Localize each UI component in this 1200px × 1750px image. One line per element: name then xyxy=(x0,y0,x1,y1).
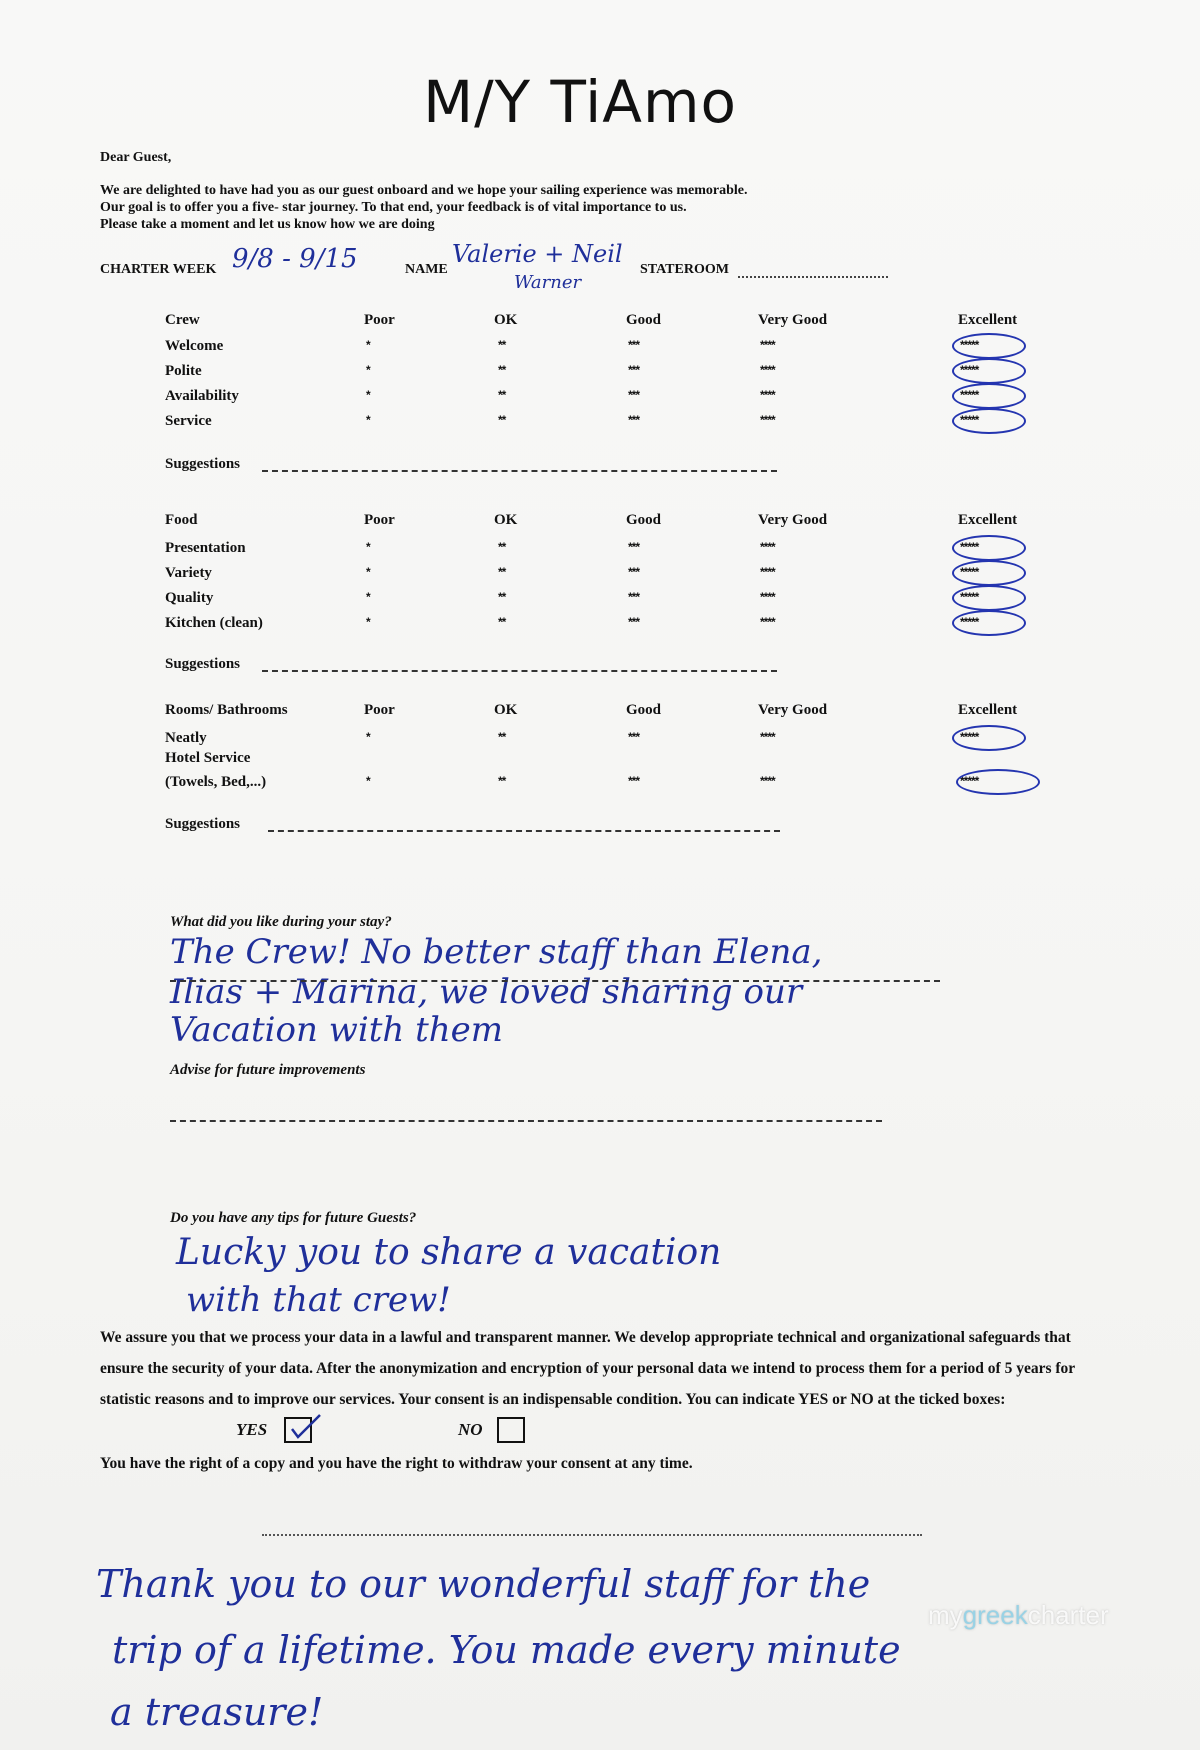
header-poor: Poor xyxy=(364,702,395,718)
star-option-2[interactable]: ** xyxy=(498,590,506,604)
criterion-label: Polite xyxy=(165,363,202,379)
rating-row xyxy=(0,615,1200,639)
suggestions-line[interactable] xyxy=(268,830,780,832)
star-option-1[interactable]: * xyxy=(366,730,370,744)
selected-circle-mark xyxy=(956,769,1040,795)
star-option-2[interactable]: ** xyxy=(498,338,506,352)
star-option-3[interactable]: *** xyxy=(628,730,640,744)
suggestions-label: Suggestions xyxy=(165,656,241,672)
criterion-label: Presentation xyxy=(165,540,246,556)
liked-answer-line-2: Ilias + Marina, we loved sharing our xyxy=(170,972,803,1012)
header-ok: OK xyxy=(494,312,518,328)
star-option-2[interactable]: ** xyxy=(498,388,506,402)
star-option-4[interactable]: **** xyxy=(760,413,775,427)
rights-text: You have the right of a copy and you have the right to withdraw your consent at any time. xyxy=(100,1455,693,1472)
star-option-4[interactable]: **** xyxy=(760,774,775,788)
star-option-4[interactable]: **** xyxy=(760,590,775,604)
star-option-3[interactable]: *** xyxy=(628,388,640,402)
crew-header-row xyxy=(0,312,1200,336)
suggestions-row xyxy=(0,656,1200,680)
star-option-2[interactable]: ** xyxy=(498,774,506,788)
rooms-header-row xyxy=(0,702,1200,726)
consent-text: We assure you that we process your data in a lawful and transparent manner. We develop appropriate technical and organizational safeguards that ensure the security of your data. After the anonymization and encryption of your personal data we intend to process them for a period of 5 years for statistic reasons and to improve our services. Your consent is an indispensable condition. You can indicate YES or NO at the ticked boxes: xyxy=(100,1329,1075,1408)
liked-answer-line xyxy=(170,980,940,982)
header-ok: OK xyxy=(494,702,518,718)
rating-row xyxy=(0,565,1200,589)
star-option-3[interactable]: *** xyxy=(628,615,640,629)
selected-circle-mark xyxy=(952,383,1026,409)
star-option-4[interactable]: **** xyxy=(760,540,775,554)
tips-answer-line-1: Lucky you to share a vacation xyxy=(176,1232,722,1273)
star-option-2[interactable]: ** xyxy=(498,363,506,377)
header-very-good: Very Good xyxy=(758,312,828,328)
header-very-good: Very Good xyxy=(758,702,828,718)
salutation: Dear Guest, xyxy=(100,150,172,165)
header-excellent: Excellent xyxy=(958,702,1018,718)
selected-circle-mark xyxy=(952,408,1026,434)
star-option-3[interactable]: *** xyxy=(628,413,640,427)
yes-checkbox[interactable] xyxy=(284,1417,312,1443)
star-option-4[interactable]: **** xyxy=(760,363,775,377)
star-option-1[interactable]: * xyxy=(366,413,370,427)
liked-question: What did you like during your stay? xyxy=(170,914,392,930)
star-option-5[interactable]: ***** xyxy=(960,774,979,788)
guest-name-line-2: Warner xyxy=(514,272,582,293)
selected-circle-mark xyxy=(952,725,1026,751)
star-option-4[interactable]: **** xyxy=(760,565,775,579)
star-option-1[interactable]: * xyxy=(366,338,370,352)
watermark-part-2: greek xyxy=(962,1600,1028,1630)
no-label: NO xyxy=(458,1420,483,1439)
header-excellent: Excellent xyxy=(958,312,1018,328)
suggestions-line[interactable] xyxy=(262,470,777,472)
star-option-5[interactable]: ***** xyxy=(960,540,979,554)
star-option-4[interactable]: **** xyxy=(760,730,775,744)
star-option-1[interactable]: * xyxy=(366,363,370,377)
stateroom-label: STATEROOM xyxy=(640,262,729,277)
star-option-1[interactable]: * xyxy=(366,540,370,554)
criterion-label: Kitchen (clean) xyxy=(165,615,263,631)
criterion-label: Quality xyxy=(165,590,214,606)
rating-row xyxy=(0,590,1200,614)
page-title: M/Y TiAmo xyxy=(423,68,737,136)
star-option-5[interactable]: ***** xyxy=(960,565,979,579)
star-option-5[interactable]: ***** xyxy=(960,388,979,402)
criterion-label: Welcome xyxy=(165,338,224,354)
criterion-label: (Towels, Bed,...) xyxy=(165,774,267,790)
closing-note-line-2: trip of a lifetime. You made every minute xyxy=(112,1628,901,1672)
criterion-label: Variety xyxy=(165,565,212,581)
star-option-1[interactable]: * xyxy=(366,774,370,788)
suggestions-label: Suggestions xyxy=(165,816,241,832)
star-option-3[interactable]: *** xyxy=(628,363,640,377)
star-option-2[interactable]: ** xyxy=(498,540,506,554)
yes-label: YES xyxy=(236,1420,268,1439)
site-watermark xyxy=(928,1600,1109,1631)
selected-circle-mark xyxy=(952,333,1026,359)
header-ok: OK xyxy=(494,512,518,528)
closing-note-line-3: a treasure! xyxy=(110,1690,324,1734)
watermark-part-1: my xyxy=(928,1600,963,1630)
rating-row xyxy=(0,363,1200,387)
criterion-label: Neatly xyxy=(165,730,207,746)
charter-week-value: 9/8 - 9/15 xyxy=(232,244,358,274)
header-excellent: Excellent xyxy=(958,512,1018,528)
star-option-3[interactable]: *** xyxy=(628,565,640,579)
charter-week-label: CHARTER WEEK xyxy=(100,262,217,277)
intro-line-3: Please take a moment and let us know how we are doing xyxy=(100,217,435,232)
star-option-5[interactable]: ***** xyxy=(960,590,979,604)
tips-question: Do you have any tips for future Guests? xyxy=(170,1210,417,1226)
star-option-5[interactable]: ***** xyxy=(960,413,979,427)
star-option-5[interactable]: ***** xyxy=(960,730,979,744)
selected-circle-mark xyxy=(952,560,1026,586)
header-good: Good xyxy=(626,312,662,328)
name-label: NAME xyxy=(405,262,448,277)
suggestions-label: Suggestions xyxy=(165,456,241,472)
star-option-4[interactable]: **** xyxy=(760,338,775,352)
criterion-label: Availability xyxy=(165,388,239,404)
star-option-1[interactable]: * xyxy=(366,565,370,579)
advise-question: Advise for future improvements xyxy=(170,1062,366,1078)
guest-name-line-1: Valerie + Neil xyxy=(452,240,623,268)
star-option-2[interactable]: ** xyxy=(498,615,506,629)
selected-circle-mark xyxy=(952,358,1026,384)
star-option-3[interactable]: *** xyxy=(628,774,640,788)
star-option-3[interactable]: *** xyxy=(628,338,640,352)
suggestions-line[interactable] xyxy=(262,670,777,672)
crew-heading: Crew xyxy=(165,312,200,328)
advise-answer-line[interactable] xyxy=(170,1120,882,1122)
rating-row xyxy=(0,338,1200,362)
intro-line-2: Our goal is to offer you a five- star journey. To that end, your feedback is of vital importance to us. xyxy=(100,200,687,215)
star-option-2[interactable]: ** xyxy=(498,730,506,744)
header-very-good: Very Good xyxy=(758,512,828,528)
suggestions-row xyxy=(0,816,1200,840)
star-option-5[interactable]: ***** xyxy=(960,363,979,377)
star-option-5[interactable]: ***** xyxy=(960,615,979,629)
header-poor: Poor xyxy=(364,512,395,528)
rating-row xyxy=(0,413,1200,437)
star-option-1[interactable]: * xyxy=(366,615,370,629)
star-option-4[interactable]: **** xyxy=(760,615,775,629)
rating-row xyxy=(0,774,1200,798)
closing-note-line-1: Thank you to our wonderful staff for the xyxy=(96,1562,871,1606)
rooms-heading: Rooms/ Bathrooms xyxy=(165,702,288,718)
star-option-1[interactable]: * xyxy=(366,388,370,402)
intro-line-1: We are delighted to have had you as our guest onboard and we hope your sailing experience was memorable. xyxy=(100,183,748,198)
liked-answer-line-3: Vacation with them xyxy=(170,1010,503,1050)
watermark-part-3: charter xyxy=(1027,1600,1109,1630)
criterion-label: Service xyxy=(165,413,212,429)
star-option-2[interactable]: ** xyxy=(498,565,506,579)
header-good: Good xyxy=(626,512,662,528)
star-option-4[interactable]: **** xyxy=(760,388,775,402)
selected-circle-mark xyxy=(952,610,1026,636)
faint-closing-line xyxy=(262,1534,922,1536)
header-good: Good xyxy=(626,702,662,718)
star-option-2[interactable]: ** xyxy=(498,413,506,427)
tips-answer-line-2: with that crew! xyxy=(186,1280,451,1320)
food-heading: Food xyxy=(165,512,198,528)
star-option-3[interactable]: *** xyxy=(628,590,640,604)
no-checkbox[interactable] xyxy=(497,1417,525,1443)
rating-row xyxy=(0,540,1200,564)
star-option-3[interactable]: *** xyxy=(628,540,640,554)
header-poor: Poor xyxy=(364,312,395,328)
food-header-row xyxy=(0,512,1200,536)
stateroom-line xyxy=(738,276,888,278)
star-option-1[interactable]: * xyxy=(366,590,370,604)
check-mark-icon xyxy=(288,1413,322,1441)
star-option-5[interactable]: ***** xyxy=(960,338,979,352)
selected-circle-mark xyxy=(952,585,1026,611)
liked-answer-line-1: The Crew! No better staff than Elena, xyxy=(170,932,823,972)
selected-circle-mark xyxy=(952,535,1026,561)
rating-row xyxy=(0,388,1200,412)
criterion-label: Hotel Service xyxy=(165,750,251,766)
suggestions-row xyxy=(0,456,1200,480)
